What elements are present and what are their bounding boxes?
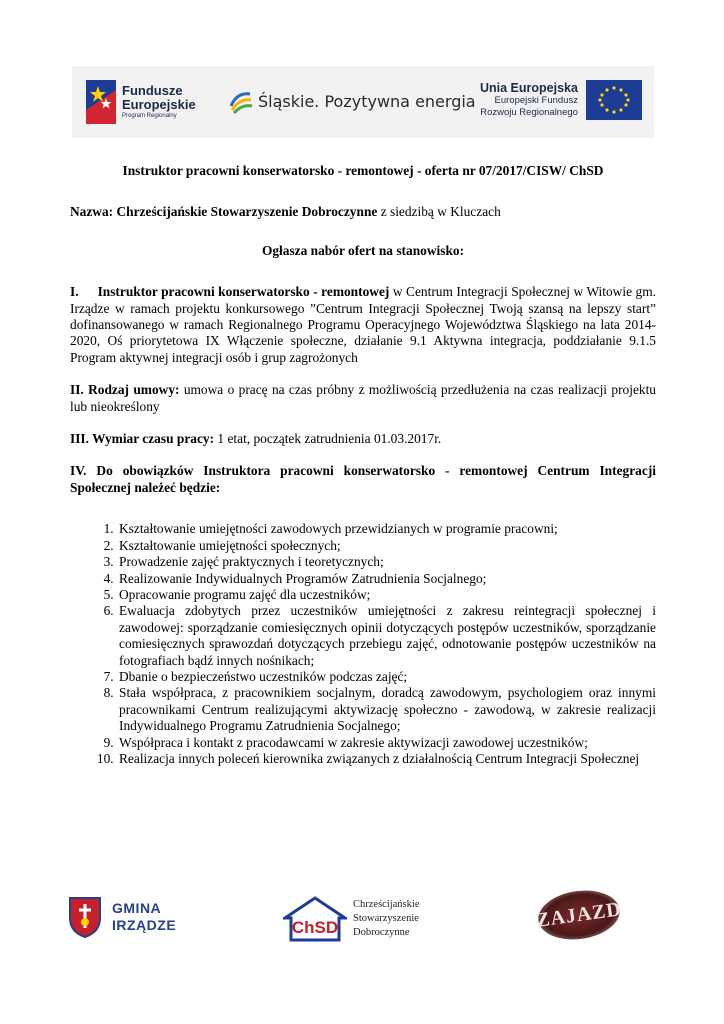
gmina-line1: GMINA [112,900,162,916]
section-2-text: umowa o pracę na czas próbny z możliwością przedłużenia na czas realizacji projektu lub nieokreślony [70,382,656,414]
list-item: 4. Realizowanie Indywidualnych Programów Zatrudnienia Socjalnego; [117,571,656,587]
announcement-heading: Ogłasza nabór ofert na stanowisko: [261,242,465,258]
list-item: 2. Kształtowanie umiejętności społecznych; [117,538,656,554]
ue-line2: Europejski Fundusz [494,95,578,106]
chsd-mark [283,896,347,942]
ue-line3: Rozwoju Regionalnego [480,107,578,118]
chsd-line1: Chrześcijańskie [353,899,420,910]
list-item: 1. Kształtowanie umiejętności zawodowych przewidzianych w programie pracowni; [117,521,656,537]
chsd-line3: Dobroczynne [353,927,410,938]
section-2 [70,382,656,415]
fundusze-europejskie-logo [86,80,196,124]
org-name: Chrześcijańskie Stowarzyszenie Dobroczynne [116,204,378,220]
chsd-line2: Stowarzyszenie [353,913,419,924]
duties-list [70,521,656,767]
section-1 [70,284,656,366]
slaskie-logo [228,88,476,114]
coat-of-arms-icon [68,896,102,938]
list-item: 5. Opracowanie programu zajęć dla uczestników; [117,587,656,603]
fe-line1: Fundusze [122,83,183,98]
list-item: 8. Stała współpraca, z pracownikiem socjalnym, doradcą zawodowym, psychologiem oraz innymi pracownikami Centrum realizującymi aktywizację społeczno - zawodową, w zakresie realizacji Indywidualnego Programu Zatrudnienia Socjalnego; [117,685,656,734]
section-2-label: II. Rodzaj umowy: [70,382,180,398]
slaskie-swirl-icon [228,88,254,114]
zajazd-logo [534,891,624,939]
list-item: 7. Dbanie o bezpieczeństwo uczestników podczas zajęć; [117,669,656,685]
organization-line [70,204,656,220]
unia-europejska-logo [480,80,642,120]
org-suffix: z siedzibą w Kluczach [377,204,501,220]
document-body [70,163,656,767]
chsd-logo [283,896,419,942]
section-3-text: 1 etat, początek zatrudnienia 01.03.2017r. [214,431,442,447]
section-4-title: IV. Do obowiązków Instruktora pracowni konserwatorsko - remontowej Centrum Integracji Społecznej należeć będzie: [70,463,656,495]
slaskie-text: Śląskie. Pozytywna energia [258,91,476,111]
list-item: 3. Prowadzenie zajęć praktycznych i teoretycznych; [117,554,656,570]
zajazd-text: ZAJAZD [534,897,624,932]
chsd-mark-text: ChSD [291,918,339,937]
section-1-title: Instruktor pracowni konserwatorsko - remontowej [97,284,390,300]
org-label: Nazwa: [70,204,114,220]
ue-line1: Unia Europejska [480,81,578,95]
section-3-label: III. Wymiar czasu pracy: [70,431,215,447]
list-item: 10. Realizacja innych poleceń kierownika związanych z działalnością Centrum Integracji Społecznej [117,751,656,767]
eu-flag-icon [586,80,642,120]
fe-flag-icon [86,80,116,124]
section-1-number: I. [70,284,79,300]
section-1-text: w Centrum Integracji Społecznej w Witowie gm. Irządze w ramach projektu konkursowego ”Centrum Integracji Społecznej Twoją szansą na lepszy start” dofinansowanego w ramach Regionalnego Programu Operacyjnego Województwa Śląskiego na lata 2014-2020, Oś priorytetowa IX Włączenie społeczne, działanie 9.1 Aktywna integracja, poddziałanie 9.1.5 Program aktywnej integracji osób i grup zagrożonych [70,284,656,365]
list-item: 6. Ewaluacja zdobytych przez uczestników umiejętności z zakresu reintegracji społecznej i zawodowej: sporządzanie comiesięcznych opinii dotyczących postępów uczestników, sporządzanie comiesięcznych sprawozdań dotyczących przebiegu zajęć, odnotowanie postępów uczestników na fotografiach bądź innych nośnikach; [117,603,656,669]
fe-line3: Program Regionalny [122,113,177,119]
section-3 [70,431,656,447]
gmina-irzadze-logo [68,896,176,938]
offer-title: Instruktor pracowni konserwatorsko - remontowej - oferta nr 07/2017/CISW/ ChSD [122,163,604,178]
fe-line2: Europejskie [122,97,196,112]
gmina-line2: IRZĄDZE [112,917,177,933]
list-item: 9. Współpraca i kontakt z pracodawcami w zakresie aktywizacji zawodowej uczestników; [117,735,656,751]
